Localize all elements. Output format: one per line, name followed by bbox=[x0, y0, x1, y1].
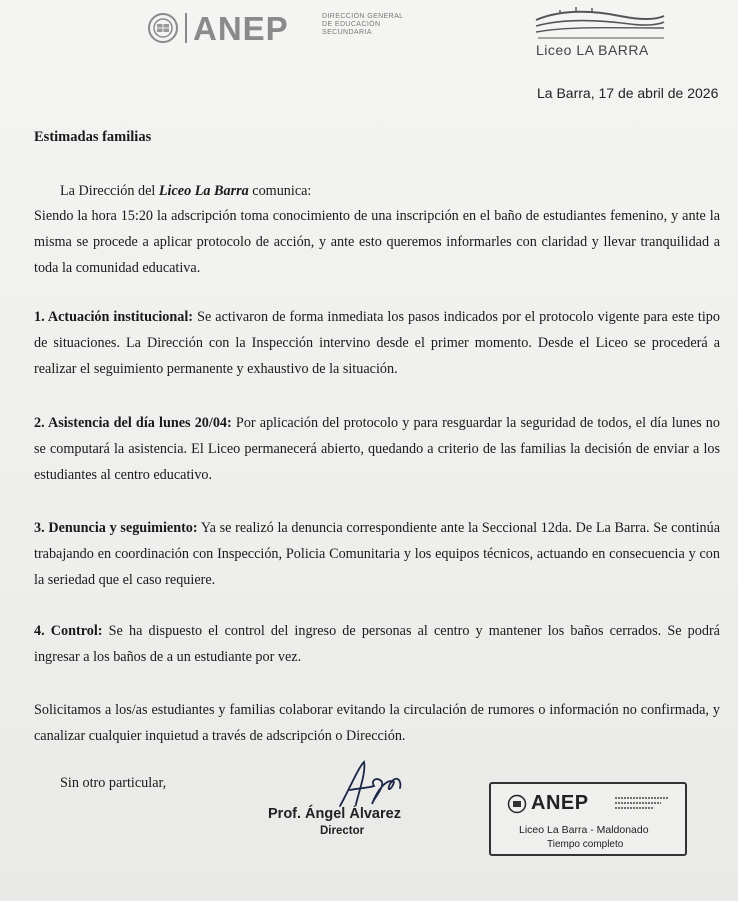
institution-stamp bbox=[489, 782, 687, 856]
logo-divider bbox=[185, 13, 187, 43]
dgs-line-2: DE EDUCACIÓN bbox=[322, 21, 381, 28]
item-4-text: Se ha dispuesto el control del ingreso de personas al centro y mantener los baños cerrados. Se podrá ingresar a los baños de a un estudiante por vez. bbox=[34, 623, 720, 665]
stamp-line-2: Tiempo completo bbox=[547, 839, 624, 850]
intro-line bbox=[60, 178, 720, 204]
dgs-text bbox=[322, 13, 403, 37]
intro-pre: La Dirección del bbox=[60, 183, 159, 199]
anep-header-logo bbox=[147, 8, 289, 48]
final-paragraph: Solicitamos a los/as estudiantes y familias colaborar evitando la circulación de rumores o información no confirmada, y canalizar cualquier inquietud a través de adscripción o Dirección. bbox=[34, 702, 720, 744]
liceo-name: Liceo LA BARRA bbox=[536, 42, 649, 58]
item-1-text: Se activaron de forma inmediata los pasos indicados por el protocolo vigente para este tipo de situaciones. La Dirección con la Inspección intervino desde el primer momento. Desde el Liceo se procederá a realizar el seguimiento permanente y exhaustivo de la situación. bbox=[34, 309, 720, 377]
signatory-title: Director bbox=[320, 825, 365, 837]
letter-date: La Barra, 17 de abril de 2026 bbox=[537, 85, 719, 101]
item-4 bbox=[34, 618, 720, 670]
stamp-seal-icon bbox=[507, 794, 527, 814]
greeting: Estimadas familias bbox=[34, 129, 152, 145]
signatory-name: Prof. Ángel Álvarez bbox=[268, 806, 401, 822]
item-2-text: Por aplicación del protocolo y para resguardar la seguridad de todos, el día lunes no se computará la asistencia. El Liceo permanecerá abierto, quedando a criterio de las familias la decisión de enviar a los estudiantes al centro educativo. bbox=[34, 415, 720, 483]
paragraph-1: Siendo la hora 15:20 la adscripción toma conocimiento de una inscripción en el baño de estudiantes femenino, y ante la misma se procede a aplicar protocolo de acción, y ante esto queremos informarles con claridad y llevar tranquilidad a toda la comunidad educativa. bbox=[34, 208, 720, 276]
anep-wordmark: ANEP bbox=[193, 9, 289, 47]
stamp-anep: ANEP bbox=[531, 792, 589, 814]
item-3-text: Ya se realizó la denuncia correspondiente ante la Seccional 12da. De La Barra. Se continúa trabajando en coordinación con Inspección, Policia Comunitaria y los equipos técnicos, actuando en consecuencia y con la seriedad que el caso requiere. bbox=[34, 520, 721, 588]
dgs-line-3: SECUNDARIA bbox=[322, 29, 372, 36]
stamp-small-text-icon bbox=[613, 795, 675, 813]
handwritten-signature bbox=[330, 758, 410, 813]
intro-post: comunica: bbox=[248, 183, 312, 199]
liceo-logo-icon bbox=[530, 6, 670, 42]
item-3 bbox=[34, 515, 720, 593]
item-1-title: 1. Actuación institucional: bbox=[34, 309, 194, 325]
seal-icon bbox=[147, 12, 179, 44]
item-4-title: 4. Control: bbox=[34, 623, 103, 639]
item-3-title: 3. Denuncia y seguimiento: bbox=[34, 520, 198, 536]
item-2 bbox=[34, 410, 720, 488]
intro-school-name: Liceo La Barra bbox=[158, 183, 249, 199]
dgs-line-1: DIRECCIÓN GENERAL bbox=[322, 13, 404, 20]
closing: Sin otro particular, bbox=[60, 775, 167, 791]
signature-block bbox=[268, 758, 438, 848]
item-1 bbox=[34, 304, 720, 382]
item-2-title: 2. Asistencia del día lunes 20/04: bbox=[34, 415, 232, 431]
stamp-line-1: Liceo La Barra - Maldonado bbox=[519, 824, 649, 836]
